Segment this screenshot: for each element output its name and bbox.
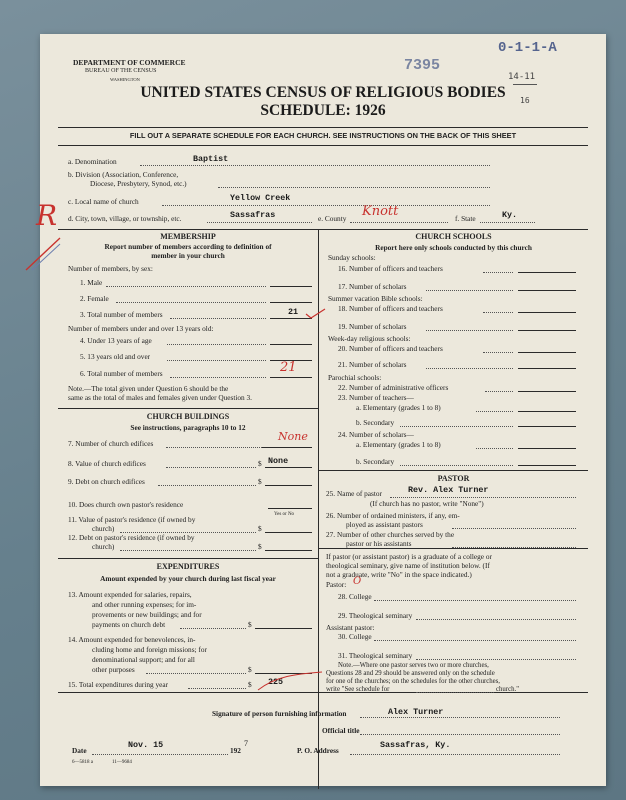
- state-label: f. State: [455, 214, 476, 223]
- q4-under13-label: 4. Under 13 years of age: [80, 336, 152, 345]
- q24a-label: a. Elementary (grades 1 to 8): [356, 440, 441, 449]
- division-label-line1: b. Division (Association, Conference,: [68, 170, 179, 179]
- city-label: WASHINGTON: [110, 77, 140, 82]
- expenditures-heading: EXPENDITURES: [156, 562, 220, 571]
- q8-value: None: [268, 456, 289, 466]
- county-value: Knott: [362, 204, 399, 219]
- census-schedule-sheet: DEPARTMENT OF COMMERCE BUREAU OF THE CENSUS WASHINGTON 7395 0-1-1-A 14-11 16 UNITED STATES CENSUS OF RELIGIOUS BODIES SCHEDULE: 1926 FILL OUT A SEPARATE SCHEDULE FOR EACH CHURCH. SEE INSTRUCTIONS ON THE BACK OF THIS SHEET a. Denomination Baptist b. Division (Association, Conference, Diocese, Presbytery, Synod, etc.) c. Local name of church Yellow Creek R d. City, town, village, or township, etc. Sassafras e. County Knott f. State Ky. MEMBERSHIP Report number of members according to definition of member in your church Number of members, by sex: 1. Male 2. Female 3. Total number of members 21 Number of members under and over 13 years old: 4. Under 13 years of age 5. 13 years old and over 6. Total number of members 21 Note.—The total given under Question 6 should be the same as the total of males and females given under Question 3. CHURCH BUILDINGS See instructions, paragraphs 10 to 12 7. Number of church edifices None 8. Value of church edifices $ None 9. Debt on church edifices $ 10. Does church own pastor's residence Yes or No 11. Value of pastor's residence (if owned by church) $ 12. Debt on pastor's residence (if owned by church) $ EXPENDITURES Amount expended by your church during last fiscal year 13. Amount expended for salaries, repairs, and other running expenses; for im- provements or new buildings; and for payments on church debt $ 14. Amount expended for benevolences, in- cluding home and foreign missions; for denominational support; and for all other purposes $ 15. Total expenditures during year $ 225 CHURCH SCHOOLS Report here only schools conducted by this church Sunday schools: 16. Number of officers and teachers 17. Number of scholars Summer vacation Bible schools: 18. Number of officers and teachers 19. Number of scholars Week-day religious schools: 20. Number of officers and teachers 21. Number of scholars Parochial schools: 22. Number of administrative officers 23. Number of teachers— a. Elementary (grades 1 to 8) b. Secondary 24. Number of scholars— a. Elementary (grades 1 to 8) b. Secondary PASTOR 25. Name of pastor Rev. Alex Turner (If church has no pastor, write "None") 26. Number of ordained ministers, if any, em- ployed as assistant pastors 27. Number of other churches served by the pastor or his assistants If pastor (or assistant pastor) is a graduate of a college or theological seminary, give name of institution below. (If not a graduate, write "No" in the space indicated.) Pastor: O 28. College 29. Theological seminary Assistant pastor: 30. College 31. Theological seminary Note.—Where one pastor serves two or more churches, Questions 28 and 29 should be answered only on the schedule for one of the churches; on the schedules for the other churches, write "See schedule for church." Signature of person furnishing information Official title Alex Turner Date Nov. 15 192 7 P. O. Address Sassafras, Ky. 6—5818 a 11—9684: [40, 34, 606, 786]
- title-rule: [58, 127, 588, 128]
- q25-label: 25. Name of pastor: [326, 489, 382, 498]
- q6-total-label: 6. Total number of members: [80, 369, 163, 378]
- red-check-mark: [305, 307, 327, 319]
- q3-total-label: 3. Total number of members: [80, 310, 163, 319]
- q7-value: None: [278, 430, 308, 443]
- division-label-line2: Diocese, Presbytery, Synod, etc.): [90, 179, 187, 188]
- pencil-note-bottom: 16: [520, 96, 530, 105]
- form-number: 6—5818 a: [72, 760, 93, 765]
- q20-label: 20. Number of officers and teachers: [338, 344, 443, 353]
- classification-code-stamp: 0-1-1-A: [498, 40, 557, 56]
- q12-label: 12. Debt on pastor's residence (if owned by: [68, 533, 195, 542]
- year-digit: 7: [244, 739, 248, 748]
- pastor-name-value: Rev. Alex Turner: [408, 485, 489, 495]
- q15-value: 225: [268, 677, 284, 687]
- q28-label: 28. College: [338, 592, 372, 601]
- q10-label: 10. Does church own pastor's residence: [68, 500, 184, 509]
- official-title-value: Alex Turner: [388, 707, 444, 717]
- denomination-value: Baptist: [193, 154, 229, 164]
- q18-label: 18. Number of officers and teachers: [338, 304, 443, 313]
- q31-label: 31. Theological seminary: [338, 651, 413, 660]
- schools-heading: CHURCH SCHOOLS: [415, 232, 492, 241]
- q26-label: 26. Number of ordained ministers, if any, em-: [326, 511, 460, 520]
- q29-label: 29. Theological seminary: [338, 611, 413, 620]
- date-value: Nov. 15: [128, 740, 164, 750]
- bureau-label: BUREAU OF THE CENSUS: [85, 68, 157, 74]
- church-name-label: c. Local name of church: [68, 197, 139, 206]
- red-scribble-mark: [256, 670, 326, 692]
- q27-label: 27. Number of other churches served by the: [326, 530, 455, 539]
- po-address-value: Sassafras, Ky.: [380, 740, 451, 750]
- q7-label: 7. Number of church edifices: [68, 439, 154, 448]
- pastor-heading: PASTOR: [437, 474, 470, 483]
- q17-label: 17. Number of scholars: [338, 282, 407, 291]
- q19-label: 19. Number of scholars: [338, 322, 407, 331]
- print-number: 11—9684: [112, 760, 132, 765]
- red-margin-mark: R: [36, 199, 58, 232]
- q23-label: 23. Number of teachers—: [338, 393, 414, 402]
- denomination-label: a. Denomination: [68, 157, 117, 166]
- q6-total-value: 21: [280, 360, 297, 375]
- q8-label: 8. Value of church edifices: [68, 459, 146, 468]
- q15-label: 15. Total expenditures during year: [68, 680, 169, 689]
- date-label: Date: [72, 746, 87, 755]
- q24-label: 24. Number of scholars—: [338, 430, 414, 439]
- department-label: DEPARTMENT OF COMMERCE: [73, 58, 186, 67]
- q5-over13-label: 5. 13 years old and over: [80, 352, 151, 361]
- county-label: e. County: [318, 214, 347, 223]
- q30-label: 30. College: [338, 632, 372, 641]
- q23b-label: b. Secondary: [356, 418, 395, 427]
- form-subtitle: SCHEDULE: 1926: [260, 102, 386, 119]
- serial-number-stamp: 7395: [404, 57, 441, 74]
- state-value: Ky.: [502, 210, 518, 220]
- q24b-label: b. Secondary: [356, 457, 395, 466]
- q14-label: 14. Amount expended for benevolences, in-: [68, 635, 196, 644]
- instruction-rule: [58, 145, 588, 146]
- q1-male-label: 1. Male: [80, 278, 103, 287]
- city-label-field: d. City, town, village, or township, etc.: [68, 214, 182, 223]
- membership-heading: MEMBERSHIP: [160, 232, 216, 241]
- separate-schedule-instruction: FILL OUT A SEPARATE SCHEDULE FOR EACH CHURCH. SEE INSTRUCTIONS ON THE BACK OF THIS SHEET: [129, 131, 517, 140]
- po-address-label: P. O. Address: [297, 746, 339, 755]
- q23a-label: a. Elementary (grades 1 to 8): [356, 403, 441, 412]
- q2-female-label: 2. Female: [80, 294, 109, 303]
- church-name-value: Yellow Creek: [230, 193, 291, 203]
- q13-label: 13. Amount expended for salaries, repairs,: [68, 590, 192, 599]
- city-value: Sassafras: [230, 210, 276, 220]
- pastor-red-mark: O: [353, 576, 362, 587]
- official-title-label: Official title: [322, 726, 360, 735]
- q3-total-value: 21: [288, 307, 299, 317]
- buildings-heading: CHURCH BUILDINGS: [146, 412, 230, 421]
- pencil-note-top: 14-11: [508, 72, 536, 82]
- q11-label: 11. Value of pastor's residence (if owned by: [68, 515, 196, 524]
- q22-label: 22. Number of administrative officers: [338, 383, 449, 392]
- q16-label: 16. Number of officers and teachers: [338, 264, 443, 273]
- form-title: UNITED STATES CENSUS OF RELIGIOUS BODIES: [140, 84, 506, 101]
- signature-label: Signature of person furnishing information: [212, 709, 347, 718]
- q9-label: 9. Debt on church edifices: [68, 477, 145, 486]
- q21-label: 21. Number of scholars: [338, 360, 407, 369]
